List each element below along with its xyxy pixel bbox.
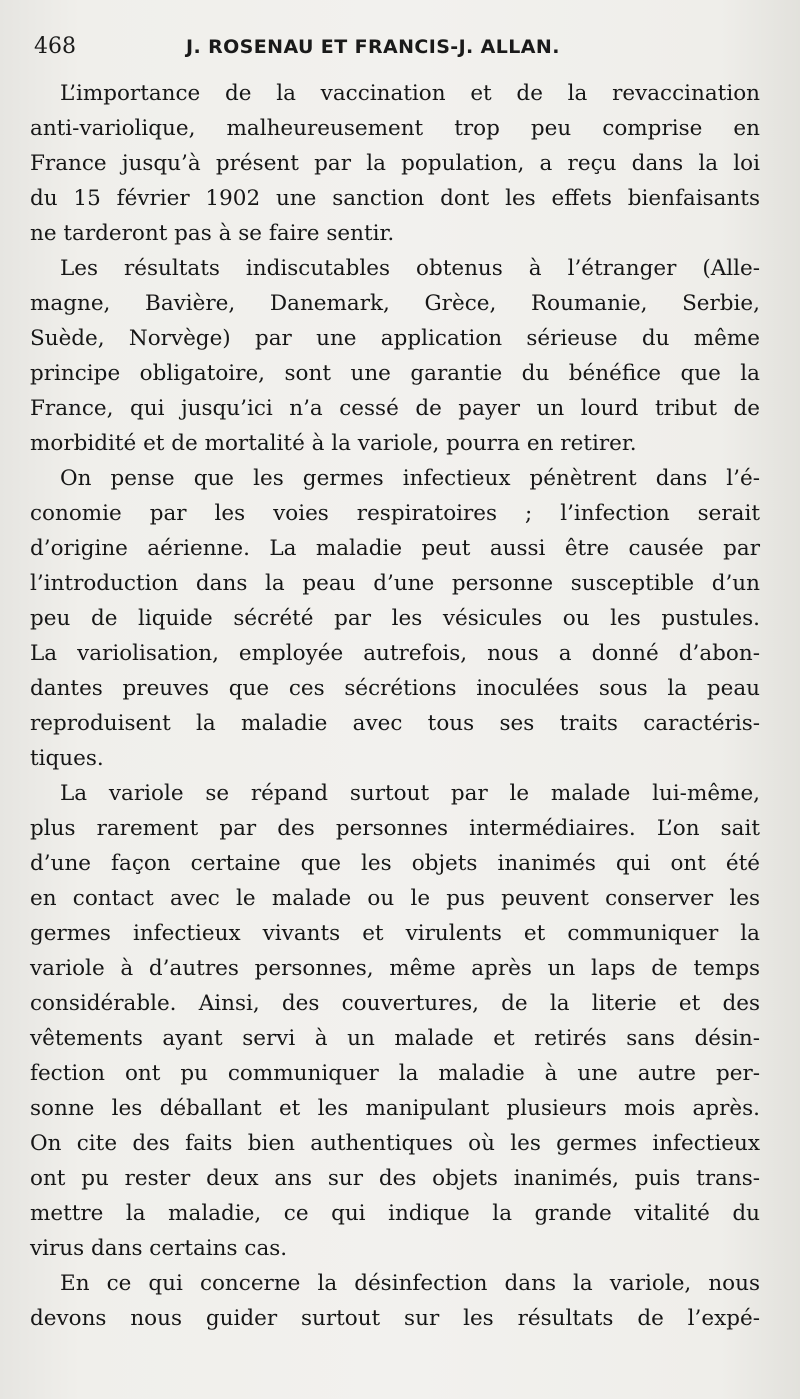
text-line: La variolisation, employée autrefois, nous a donné d’abon-: [30, 641, 760, 666]
text-line: On pense que les germes infectieux pénètrent dans l’é-: [60, 466, 760, 491]
text-line: La variole se répand surtout par le malade lui-même,: [60, 781, 760, 806]
text-line: L’importance de la vaccination et de la revaccination: [60, 81, 760, 106]
text-line: fection ont pu communiquer la maladie à une autre per-: [30, 1061, 760, 1086]
text-line: morbidité et de mortalité à la variole, pourra en retirer.: [30, 431, 637, 456]
text-line: ont pu rester deux ans sur des objets inanimés, puis trans-: [30, 1166, 760, 1191]
text-line: devons nous guider surtout sur les résultats de l’expé-: [30, 1306, 760, 1331]
text-line: Les résultats indiscutables obtenus à l’étranger (Alle-: [60, 256, 760, 281]
text-line: ne tarderont pas à se faire sentir.: [30, 221, 395, 246]
text-line: France jusqu’à présent par la population, a reçu dans la loi: [30, 151, 760, 176]
text-line: magne, Bavière, Danemark, Grèce, Roumanie, Serbie,: [30, 291, 760, 316]
page-header: [34, 34, 754, 64]
text-line: germes infectieux vivants et virulents et communiquer la: [30, 921, 760, 946]
text-line: considérable. Ainsi, des couvertures, de la literie et des: [30, 991, 760, 1016]
running-head: J. ROSENAU ET FRANCIS-J. ALLAN.: [186, 36, 560, 58]
text-line: tiques.: [30, 746, 104, 771]
text-line: virus dans certains cas.: [30, 1236, 288, 1261]
text-line: Suède, Norvège) par une application sérieuse du même: [30, 326, 760, 351]
page-number: 468: [34, 34, 76, 59]
text-line: variole à d’autres personnes, même après un laps de temps: [30, 956, 760, 981]
text-line: plus rarement par des personnes intermédiaires. L’on sait: [30, 816, 760, 841]
text-line: On cite des faits bien authentiques où les germes infectieux: [30, 1131, 760, 1156]
body-text: [30, 76, 760, 1336]
text-line: France, qui jusqu’ici n’a cessé de payer un lourd tribut de: [30, 396, 760, 421]
text-line: l’introduction dans la peau d’une personne susceptible d’un: [30, 571, 760, 596]
text-line: peu de liquide sécrété par les vésicules ou les pustules.: [30, 606, 760, 631]
text-line: d’une façon certaine que les objets inanimés qui ont été: [30, 851, 760, 876]
text-line: mettre la maladie, ce qui indique la grande vitalité du: [30, 1201, 760, 1226]
text-line: dantes preuves que ces sécrétions inoculées sous la peau: [30, 676, 760, 701]
text-line: vêtements ayant servi à un malade et retirés sans désin-: [30, 1026, 760, 1051]
text-line: en contact avec le malade ou le pus peuvent conserver les: [30, 886, 760, 911]
text-line: principe obligatoire, sont une garantie du bénéfice que la: [30, 361, 760, 386]
text-line: d’origine aérienne. La maladie peut aussi être causée par: [30, 536, 760, 561]
text-line: anti-variolique, malheureusement trop peu comprise en: [30, 116, 760, 141]
text-line: du 15 février 1902 une sanction dont les effets bienfaisants: [30, 186, 760, 211]
text-line: sonne les déballant et les manipulant plusieurs mois après.: [30, 1096, 760, 1121]
text-line: conomie par les voies respiratoires ; l’infection serait: [30, 501, 760, 526]
text-line: En ce qui concerne la désinfection dans la variole, nous: [60, 1271, 760, 1296]
text-line: reproduisent la maladie avec tous ses traits caractéris-: [30, 711, 760, 736]
